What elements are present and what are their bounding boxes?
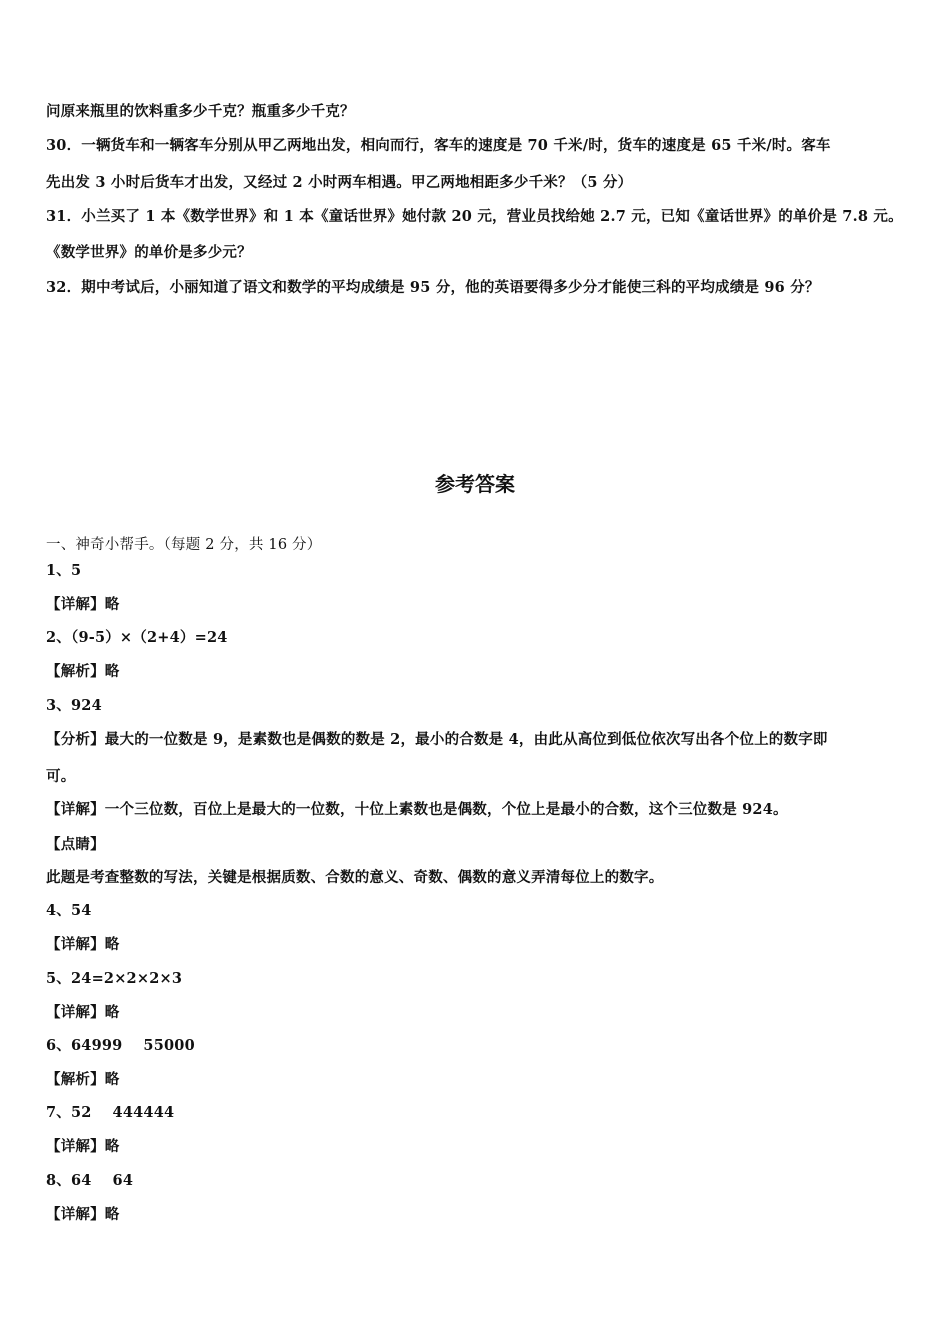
question-32: 32．期中考试后，小丽知道了语文和数学的平均成绩是 95 分，他的英语要得多少分才能使三科的平均成绩是 96 分？ <box>46 279 820 296</box>
answer-key-title: 参考答案 <box>435 472 515 496</box>
answer-6-analysis: 【解析】略 <box>46 1071 120 1088</box>
answer-section-heading: 一、神奇小帮手。（每题 2 分，共 16 分） <box>46 537 322 553</box>
answer-7: 7、52 444444 <box>46 1104 175 1121</box>
question-31-line-2: 《数学世界》的单价是多少元？ <box>46 244 252 261</box>
answer-3-remark: 此题是考查整数的写法，关键是根据质数、合数的意义、奇数、偶数的意义弄清每位上的数字。 <box>46 869 664 886</box>
answer-3-remark-heading: 【点睛】 <box>46 836 105 853</box>
answer-7-detail: 【详解】略 <box>46 1138 120 1155</box>
question-30-line-2: 先出发 3 小时后货车才出发，又经过 2 小时两车相遇。甲乙两地相距多少千米？（5 分） <box>46 174 633 191</box>
answer-2-analysis: 【解析】略 <box>46 663 120 680</box>
answer-6: 6、64999 55000 <box>46 1037 195 1054</box>
question-30-line-1: 30．一辆货车和一辆客车分别从甲乙两地出发，相向而行，客车的速度是 70 千米/时，货车的速度是 65 千米/时。客车 <box>46 137 831 154</box>
answer-1: 1、5 <box>46 562 82 579</box>
answer-3-analysis-line-1: 【分析】最大的一位数是 9，是素数也是偶数的数是 2，最小的合数是 4，由此从高位到低位依次写出各个位上的数字即 <box>46 731 828 748</box>
answer-1-detail: 【详解】略 <box>46 596 120 613</box>
answer-3-detail: 【详解】一个三位数，百位上是最大的一位数，十位上素数也是偶数，个位上是最小的合数，这个三位数是 924。 <box>46 801 788 818</box>
answer-4: 4、54 <box>46 902 92 919</box>
question-29-continuation: 问原来瓶里的饮料重多少千克？瓶重多少千克？ <box>46 103 355 120</box>
answer-3-analysis-line-2: 可。 <box>46 768 76 785</box>
answer-4-detail: 【详解】略 <box>46 936 120 953</box>
question-31-line-1: 31．小兰买了 1 本《数学世界》和 1 本《童话世界》她付款 20 元，营业员找给她 2.7 元，已知《童话世界》的单价是 7.8 元。 <box>46 208 903 225</box>
answer-8-detail: 【详解】略 <box>46 1206 120 1223</box>
answer-5: 5、24=2×2×2×3 <box>46 970 183 987</box>
answer-8: 8、64 64 <box>46 1172 134 1189</box>
answer-5-detail: 【详解】略 <box>46 1004 120 1021</box>
answer-2: 2、（9-5）×（2+4）=24 <box>46 629 228 646</box>
answer-3: 3、924 <box>46 697 102 714</box>
